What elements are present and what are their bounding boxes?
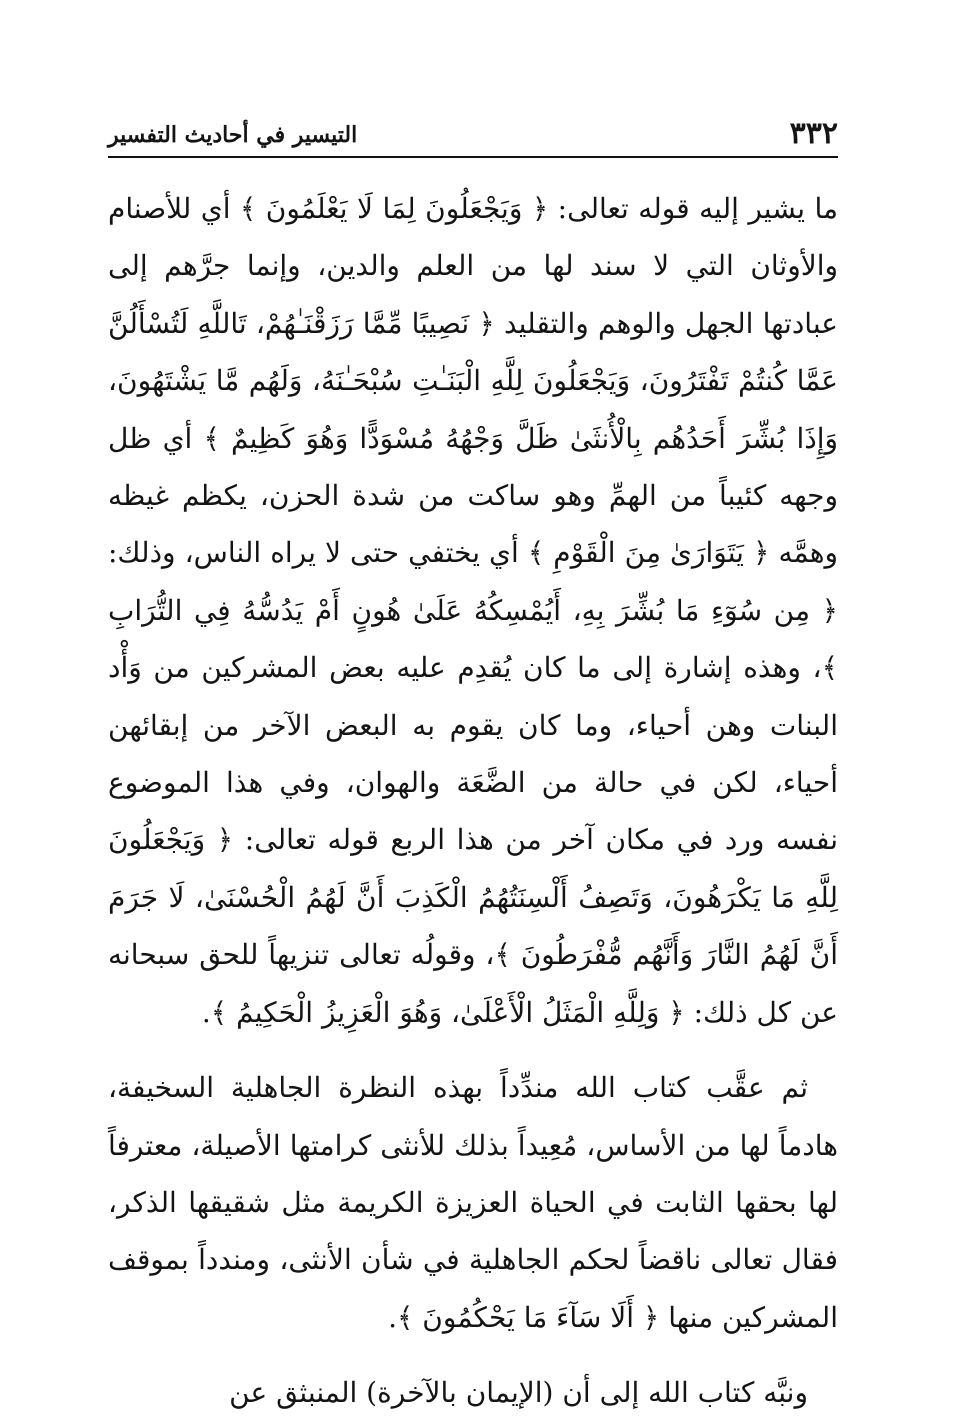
paragraph-3: ونبَّه كتاب الله إلى أن (الإيمان بالآخرة) المنبثق عن: [229, 1376, 808, 1410]
page-header: [108, 112, 838, 158]
paragraph-2: ثم عقَّب كتاب الله مندِّداً بهذه النظرة الجاهلية السخيفة، هادماً لها من الأساس، مُعِيداً بذلك للأنثى كرامتها الأصيلة، معترفاً لها بحقها الثابت في الحياة العزيزة الكريمة مثل شقيقها الذكر، فقال تعالى ناقضاً لحكم الجاهلية في شأن الأنثى، ومندداً بموقف المشركين منها ﴿ أَلَا سَآءَ مَا يَحْكُمُونَ ﴾.: [108, 1071, 838, 1334]
paragraph-1: ما يشير إليه قوله تعالى: ﴿ وَيَجْعَلُونَ لِمَا لَا يَعْلَمُونَ ﴾ أي للأصنام والأوثان التي لا سند لها من العلم والدين، وإنما جرَّهم إلى عبادتها الجهل والوهم والتقليد ﴿ نَصِيبًا مِّمَّا رَزَقْنَـٰهُمْ، تَاللَّهِ لَتُسْأَلُنَّ عَمَّا كُنتُمْ تَفْتَرُونَ، وَيَجْعَلُونَ لِلَّهِ الْبَنَـٰتِ سُبْحَـٰنَهُ، وَلَهُم مَّا يَشْتَهُونَ، وَإِذَا بُشِّرَ أَحَدُهُم بِالْأُنثَىٰ ظَلَّ وَجْهُهُ مُسْوَدًّا وَهُوَ كَظِيمٌ ﴾ أي ظل وجهه كئيباً من الهمِّ وهو ساكت من شدة الحزن، يكظم غيظه وهمَّه ﴿ يَتَوَارَىٰ مِنَ الْقَوْمِ ﴾ أي يختفي حتى لا يراه الناس، وذلك: ﴿ مِن سُوٓءِ مَا بُشِّرَ بِهِ، أَيُمْسِكُهُ عَلَىٰ هُونٍ أَمْ يَدُسُّهُ فِي التُّرَابِ ﴾، وهذه إشارة إلى ما كان يُقدِم عليه بعض المشركين من وَأْد البنات وهن أحياء، وما كان يقوم به البعض الآخر من إبقائهن أحياء، لكن في حالة من الضَّعَة والهوان، وفي هذا الموضوع نفسه ورد في مكان آخر من هذا الربع قوله تعالى: ﴿ وَيَجْعَلُونَ لِلَّهِ مَا يَكْرَهُونَ، وَتَصِفُ أَلْسِنَتُهُمُ الْكَذِبَ أَنَّ لَهُمُ الْحُسْنَىٰ، لَا جَرَمَ أَنَّ لَهُمُ النَّارَ وَأَنَّهُم مُّفْرَطُونَ ﴾، وقولُه تعالى تنزيهاً للحق سبحانه عن كل ذلك: ﴿ وَلِلَّهِ الْمَثَلُ الْأَعْلَىٰ، وَهُوَ الْعَزِيزُ الْحَكِيمُ ﴾.: [108, 192, 838, 1029]
running-title: التيسير في أحاديث التفسير: [108, 122, 358, 148]
page-number: ٣٣٢: [789, 116, 838, 151]
body-text: [108, 180, 838, 1422]
